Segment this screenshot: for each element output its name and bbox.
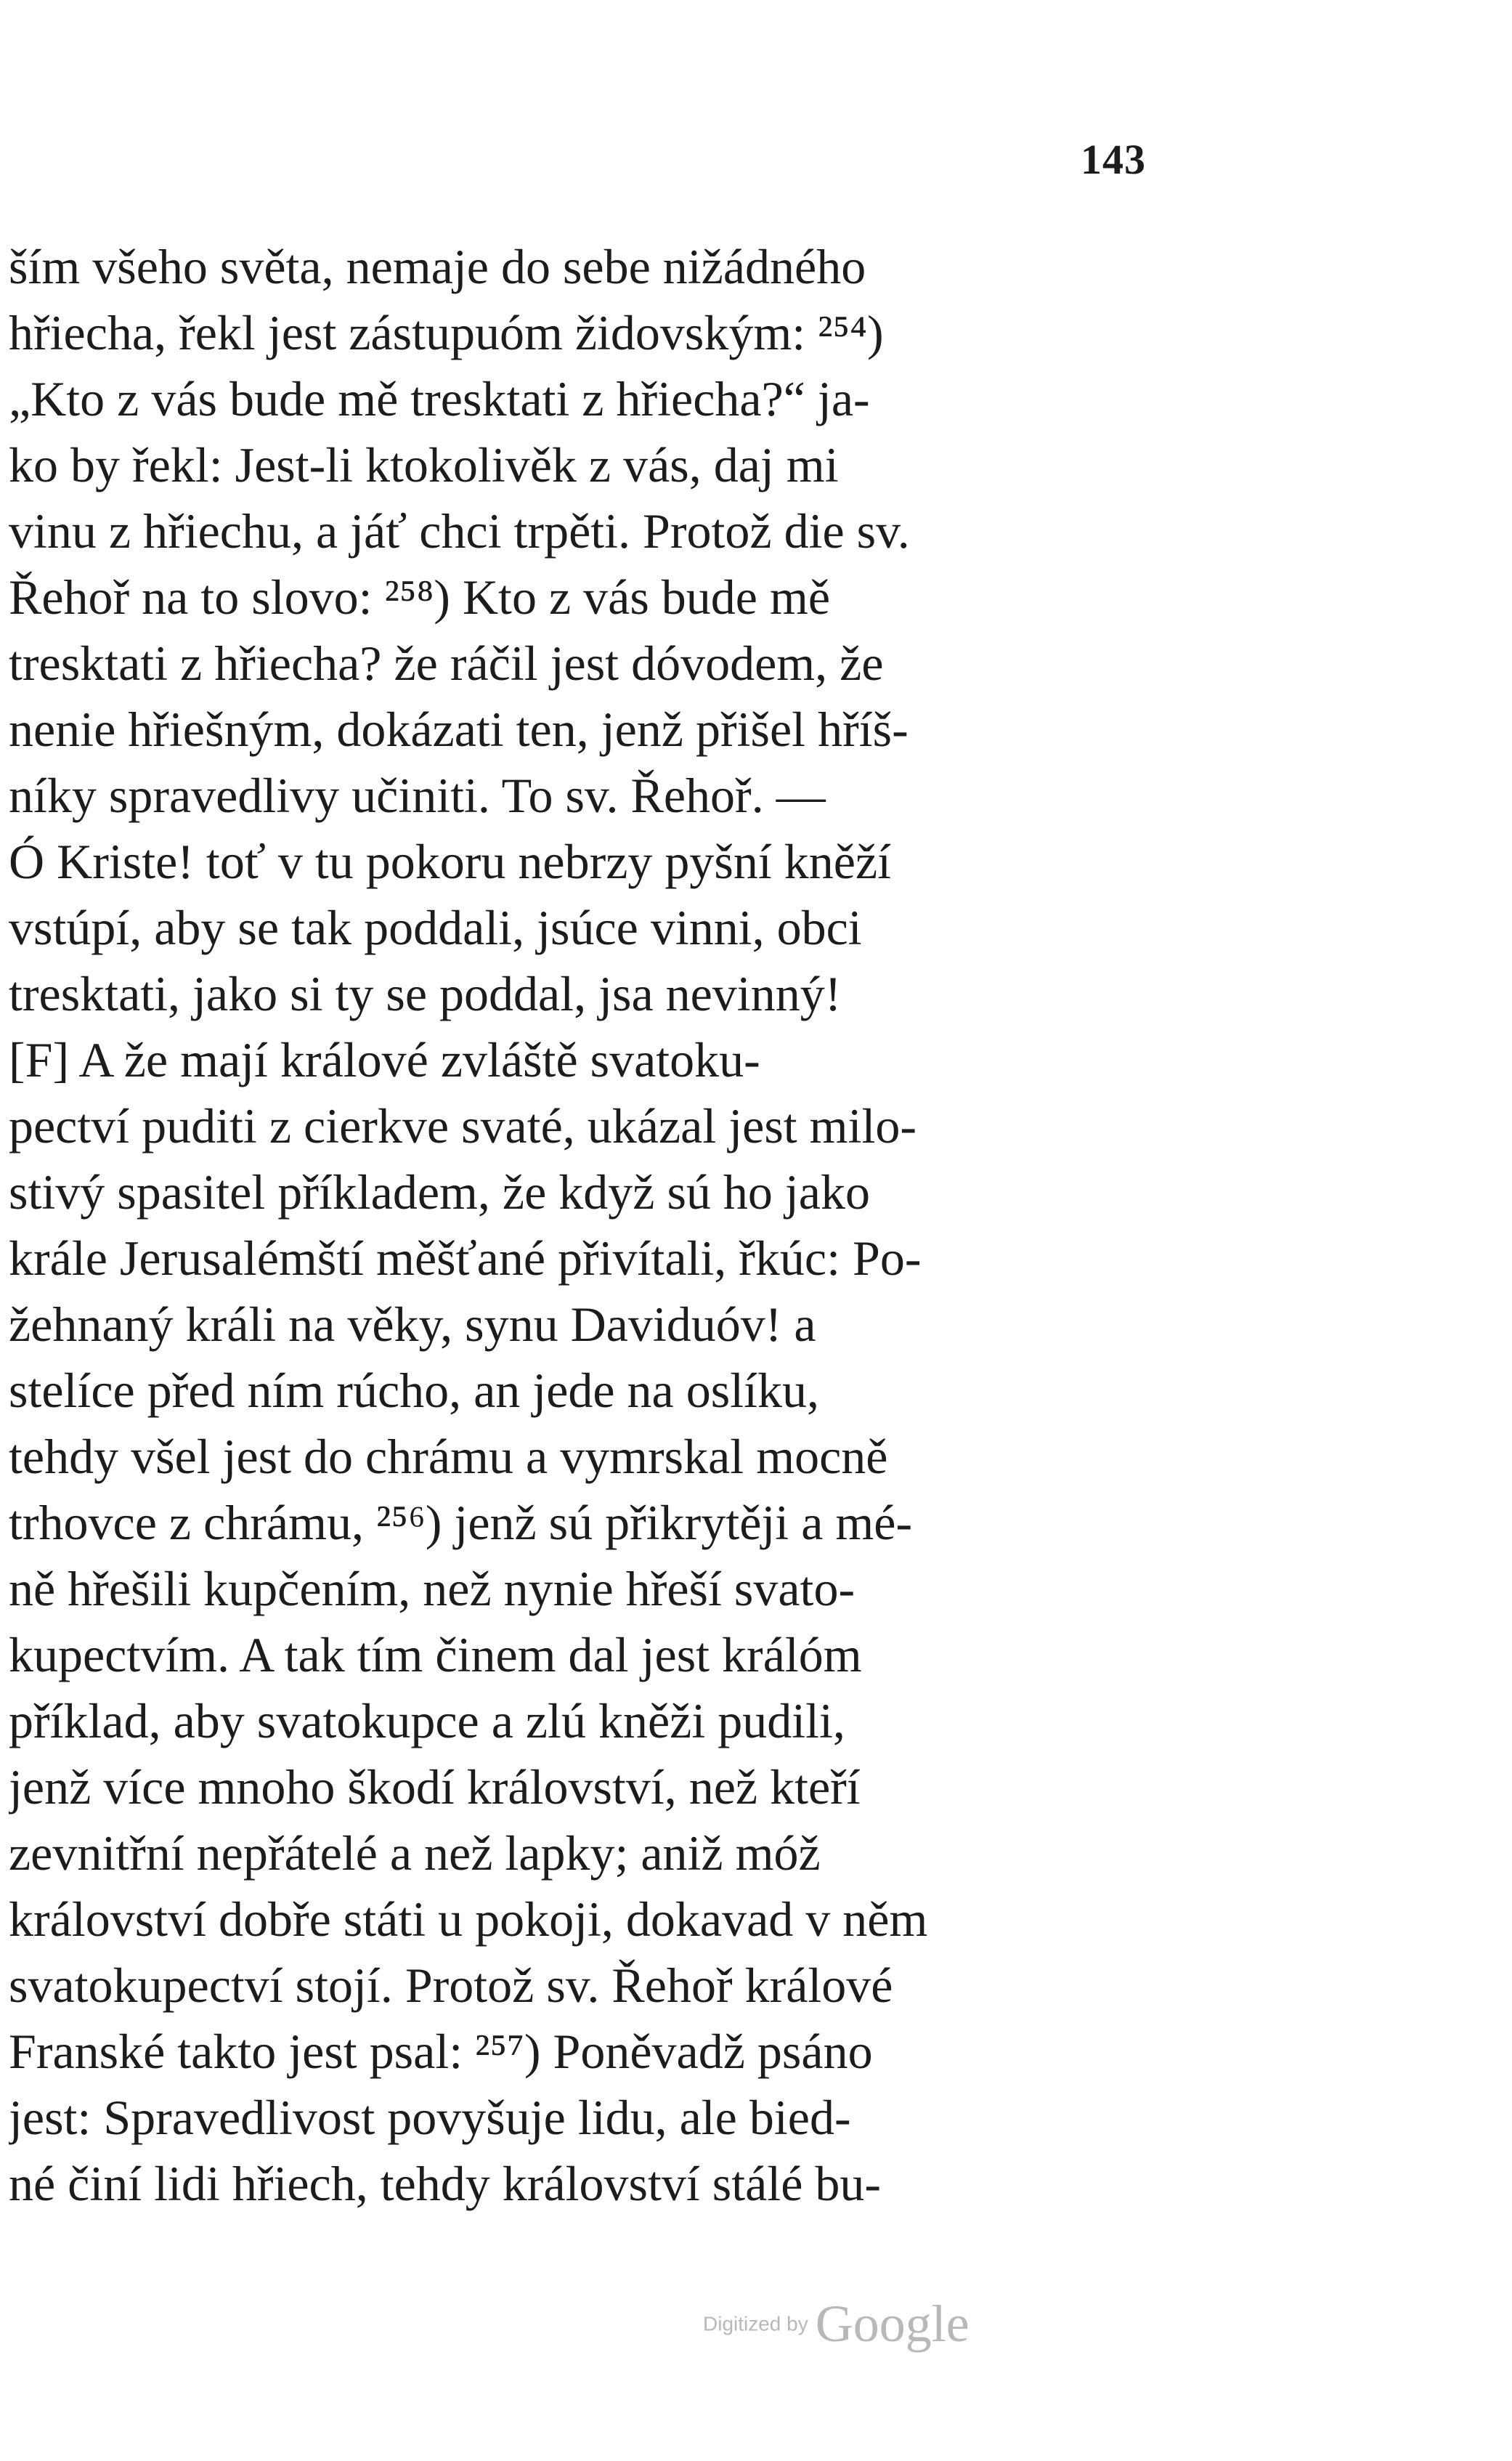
text-line: tresktati, jako si ty se poddal, jsa nevinný!: [9, 966, 842, 1021]
digitized-watermark: [703, 2294, 970, 2354]
watermark-brand: Google: [815, 2295, 970, 2353]
text-line: žehnaný králi na věky, synu Daviduóv! a: [9, 1297, 816, 1352]
text-line: kupectvím. A tak tím činem dal jest králóm: [9, 1627, 862, 1682]
text-line: ším všeho světa, nemaje do sebe nižádného: [9, 239, 866, 294]
body-text: [9, 234, 1149, 2217]
text-line: Franské takto jest psal: ²⁵⁷) Poněvadž psáno: [9, 2024, 873, 2079]
text-line: Ó Kriste! toť v tu pokoru nebrzy pyšní kněží: [9, 834, 892, 889]
text-line: království dobře státi u pokoji, dokavad v něm: [9, 1892, 928, 1947]
text-line: zevnitřní nepřátelé a než lapky; aniž móž: [9, 1825, 821, 1881]
text-line: [F] A že mají králové zvláště svatoku-: [9, 1032, 760, 1087]
text-line: stivý spasitel příkladem, že když sú ho jako: [9, 1164, 870, 1220]
watermark-prefix: Digitized by: [703, 2312, 808, 2335]
text-line: vinu z hřiechu, a jáť chci trpěti. Protož die sv.: [9, 503, 910, 559]
text-line: příklad, aby svatokupce a zlú kněži pudili,: [9, 1693, 845, 1748]
text-line: ko by řekl: Jest-li ktokolivěk z vás, daj mi: [9, 437, 839, 492]
page-number: 143: [1081, 136, 1146, 183]
text-line: stelíce před ním rúcho, an jede na oslíku,: [9, 1363, 819, 1418]
text-line: níky spravedlivy učiniti. To sv. Řehoř. —: [9, 768, 826, 823]
text-line: trhovce z chrámu, ²⁵⁶) jenž sú přikrytěji a mé-: [9, 1495, 913, 1550]
text-line: krále Jerusalémští měšťané přivítali, řkúc: Po-: [9, 1230, 922, 1286]
text-line: jenž více mnoho škodí království, než kteří: [9, 1759, 861, 1815]
text-line: pectví puditi z cierkve svaté, ukázal jest milo-: [9, 1098, 916, 1154]
text-line: tehdy všel jest do chrámu a vymrskal mocně: [9, 1429, 888, 1484]
text-line: „Kto z vás bude mě tresktati z hřiecha?“ ja-: [9, 371, 870, 426]
text-line: jest: Spravedlivost povyšuje lidu, ale bied-: [9, 2090, 851, 2145]
text-line: né činí lidi hřiech, tehdy království stálé bu-: [9, 2156, 882, 2211]
text-line: svatokupectví stojí. Protož sv. Řehoř králové: [9, 1958, 893, 2013]
text-line: nenie hřiešným, dokázati ten, jenž přišel hříš-: [9, 702, 909, 757]
text-line: vstúpí, aby se tak poddali, jsúce vinni, obci: [9, 900, 862, 955]
text-line: ně hřešili kupčením, než nynie hřeší svato-: [9, 1561, 855, 1616]
text-line: hřiecha, řekl jest zástupuóm židovským: ²⁵⁴): [9, 305, 884, 360]
text-line: Řehoř na to slovo: ²⁵⁸) Kto z vás bude mě: [9, 569, 831, 625]
text-line: tresktati z hřiecha? že ráčil jest dóvodem, že: [9, 636, 884, 691]
